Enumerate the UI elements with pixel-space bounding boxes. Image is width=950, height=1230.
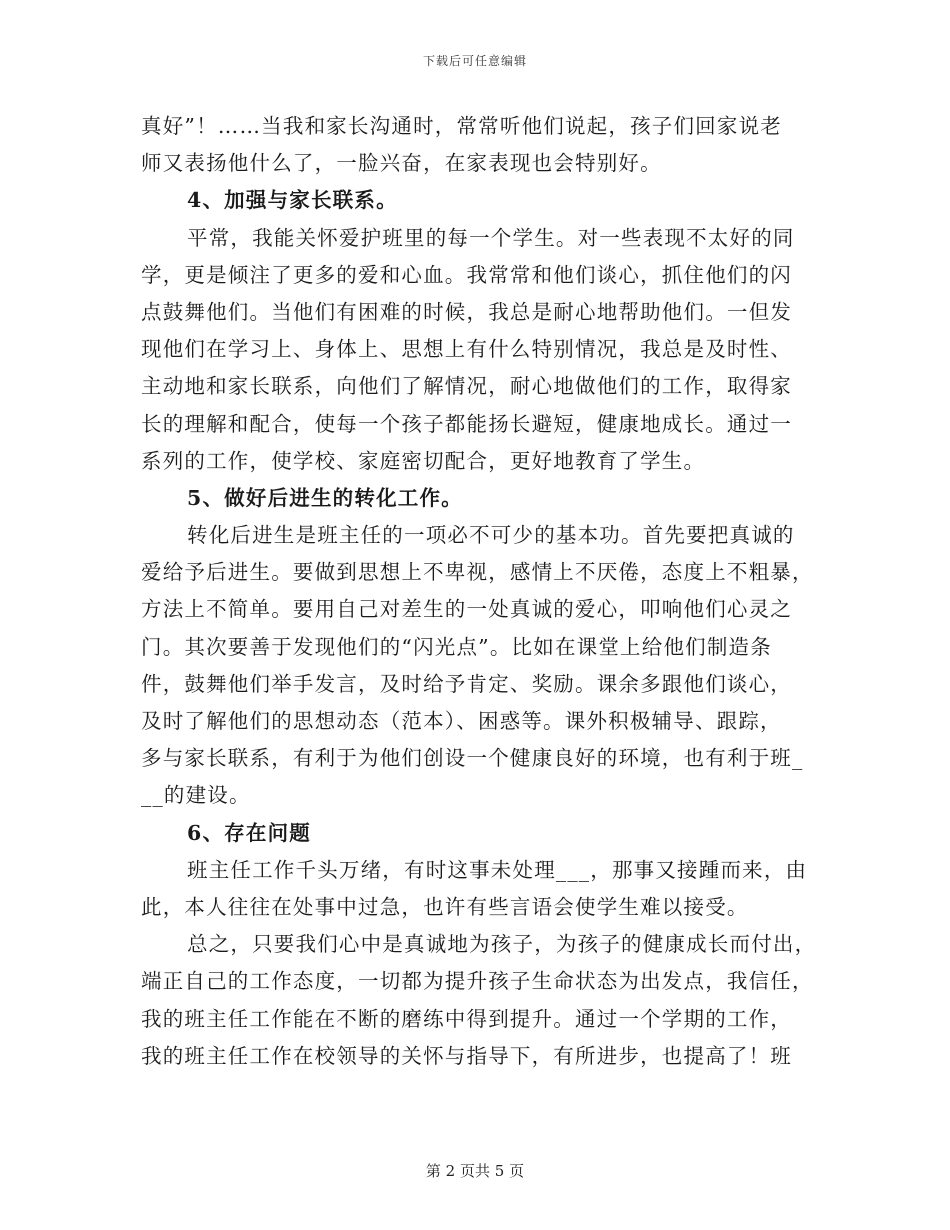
paragraph-line: 方法上不简单。要用自己对差生的一处真诚的爱心，叩响他们心灵之 bbox=[141, 597, 792, 622]
document-body bbox=[141, 108, 817, 1075]
page-number: 第 2 页共 5 页 bbox=[425, 1162, 525, 1180]
paragraph-line: 多与家长联系，有利于为他们创设一个健康良好的环境，也有利于班_ bbox=[141, 746, 804, 771]
page-header: 下载后可任意编辑 bbox=[422, 54, 527, 68]
paragraph-line: 我的班主任工作在校领导的关怀与指导下，有所进步，也提高了！班 bbox=[141, 1043, 792, 1068]
paragraph-line: 点鼓舞他们。当他们有困难的时候，我总是耐心地帮助他们。一但发 bbox=[141, 299, 792, 324]
paragraph-line: 长的理解和配合，使每一个孩子都能扬长避短，健康地成长。通过一 bbox=[141, 411, 792, 436]
paragraph-line: 班主任工作千头万绪，有时这事未处理___，那事又接踵而来，由 bbox=[187, 857, 808, 882]
paragraph-line: 及时了解他们的思想动态（范本）、困惑等。课外积极辅导、跟踪， bbox=[141, 709, 782, 733]
paragraph-line: 系列的工作，使学校、家庭密切配合，更好地教育了学生。 bbox=[141, 448, 706, 473]
paragraph-line: 件，鼓舞他们举手发言，及时给予肯定、奖励。课余多跟他们谈心， bbox=[141, 671, 792, 696]
paragraph-line: 师又表扬他什么了，一脸兴奋，在家表现也会特别好。 bbox=[141, 151, 662, 176]
section-heading: 4、加强与家长联系。 bbox=[187, 188, 398, 213]
paragraph-line: 总之，只要我们心中是真诚地为孩子，为孩子的健康成长而付出， bbox=[187, 932, 817, 957]
paragraph-line: __的建设。 bbox=[141, 783, 251, 808]
paragraph-line: 门。其次要善于发现他们的“闪光点”。比如在课堂上给他们制造条 bbox=[141, 634, 772, 659]
paragraph-line: 平常，我能关怀爱护班里的每一个学生。对一些表现不太好的同 bbox=[187, 225, 795, 250]
paragraph-line: 现他们在学习上、身体上、思想上有什么特别情况，我总是及时性、 bbox=[141, 337, 792, 362]
paragraph-line: 主动地和家长联系，向他们了解情况，耐心地做他们的工作，取得家 bbox=[141, 374, 792, 399]
paragraph-line: 学，更是倾注了更多的爱和心血。我常常和他们谈心，抓住他们的闪 bbox=[141, 262, 792, 287]
section-heading: 6、存在问题 bbox=[187, 820, 311, 845]
paragraph-line: 端正自己的工作态度，一切都为提升孩子生命状态为出发点，我信任， bbox=[141, 969, 814, 994]
section-heading: 5、做好后进生的转化工作。 bbox=[187, 485, 463, 510]
paragraph-line: 我的班主任工作能在不断的磨练中得到提升。通过一个学期的工作， bbox=[141, 1006, 792, 1031]
paragraph-line: 转化后进生是班主任的一项必不可少的基本功。首先要把真诚的 bbox=[187, 523, 795, 548]
paragraph-line: 爱给予后进生。要做到思想上不卑视，感情上不厌倦，态度上不粗暴， bbox=[141, 560, 814, 585]
paragraph-line: 真好”！……当我和家长沟通时，常常听他们说起，孩子们回家说老 bbox=[141, 114, 782, 138]
paragraph-line: 此，本人往往在处事中过急，也许有些言语会使学生难以接受。 bbox=[141, 894, 749, 919]
